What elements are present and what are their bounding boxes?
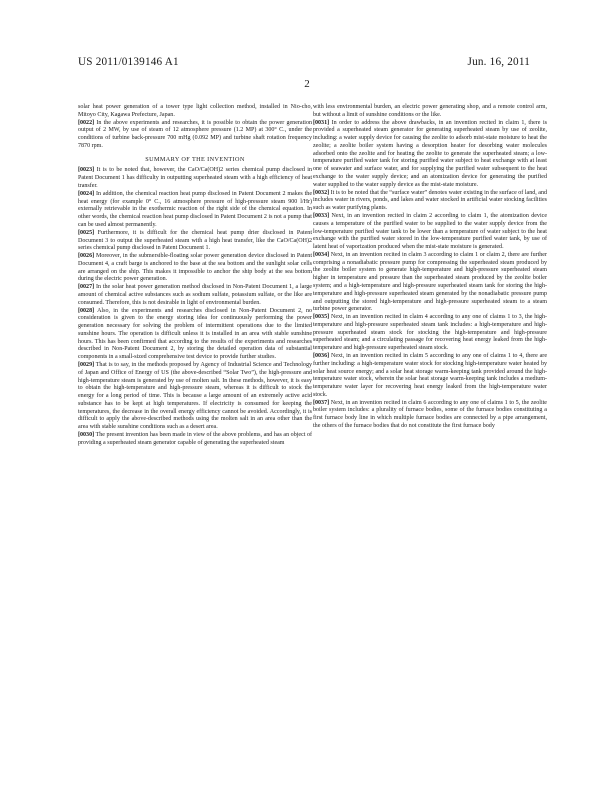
paragraph-text: Also, in the experiments and researches disclosed in Non-Patent Document 2, no consideration is given to the energy storing idea for continuously performing the power generation necessary for solving the problem of intermittent operations due to the limited sunshine hours. The operation is difficult unless it is installed in an area with stable sunshine hours. This has been confirmed that according to the results of the experiments and researches described in Non-Patent Document 2, by storing the detailed operation data of substantial components in a small-sized comprehensive test device to provide further studies. [78, 307, 312, 361]
paragraph-0031 [313, 120, 547, 190]
paragraph-tag: [0034] [313, 251, 330, 258]
paragraph-text: The present invention has been made in view of the above problems, and has an object of providing a superheated steam generator capable of generating the superheated steam [78, 432, 313, 446]
paragraph-tag: [0025] [78, 229, 95, 236]
paragraph-tag: [0028] [78, 307, 95, 314]
paragraph-text: Furthermore, it is difficult for the chemical heat pump drier disclosed in Patent Document 3 to output the superheated steam with a high heat transfer, like the CaO/Ca(OH)2 series chemical pump disclosed in Patent Document 1. [78, 229, 313, 252]
paragraph-text: Next, in an invention recited in claim 3 according to claim 1 or claim 2, there are further comprising a nonadiabatic pressure pump for compressing the superheated steam produced by the zeolite boiler system to generate high-temperature and high-pressure superheated steam higher in temperature and pressure than the superheated steam produced by the zeolite boiler system; and a high-temperature and high-pressure superheated steam tank for storing the high-temperature and high-pressure superheated steam generated by the nonadiabatic pressure pump and outputting the stored high-temperature and high-pressure superheated steam to a steam turbine power generator. [313, 251, 548, 313]
paragraph-tag: [0030] [78, 432, 95, 439]
paragraph-tag: [0032] [313, 189, 330, 196]
publication-date: Jun. 16, 2011 [467, 56, 530, 68]
paragraph-text: In addition, the chemical reaction heat pump disclosed in Patent Document 2 makes the heat energy (for example 0° C., 16 atmosphere pressure of high-pressure steam 900 l/Hr) externally retrievable in the exothermic reaction of the right side of the chemical equation. In other words, the chemical reaction heat pump disclosed in Patent Document 2 is not a pump that can be used almost permanently. [78, 190, 313, 228]
publication-number: US 2011/0139146 A1 [78, 56, 179, 68]
paragraph-text: In order to address the above drawbacks, in an invention recited in claim 1, there is provided a superheated steam generator for generating superheated steam by use of zeolite, including: a water supply device for causing the zeolite to adsorb mist-state moisture to heat the zeolite; a zeolite boiler system having a desorption heater for desorbing water molecules adsorbed onto the zeolite and for heating the zeolite to generate the superheated steam; a low-temperature purified water tank for storing purified water subject to heat exchange with at least one of seawater and surface water, and for supplying the purified water subsequent to the heat exchange to the water supply device; and an atomization device for generating the purified water supplied to the water supply device as the mist-state moisture. [313, 119, 547, 188]
paragraph-tag: [0031] [313, 119, 330, 126]
paragraph-tag: [0029] [78, 362, 95, 368]
paragraph-text: Next, in an invention recited in claim 2 according to claim 1, the atomization device causes a temperature of the purified water to be supplied to the water supply device from the low-temperature purified water tank to be lower than a temperature of water subject to the heat exchange with the purified water stored in the low-temperature purified water tank, by use of latent heat of vaporization produced when the mist-state moisture is generated. [313, 212, 547, 251]
paragraph-tag: [0037] [313, 399, 330, 406]
paragraph-tag: [0027] [78, 284, 95, 291]
paragraph-0026 [78, 253, 312, 284]
paragraph-0030 [78, 432, 312, 448]
paragraph-tag: [0033] [313, 212, 330, 219]
paragraph-0028 [78, 308, 312, 362]
paragraph-intro: with less environmental burden, an electric power generating shop, and a remote control arm, but without a limit of sunshine conditions or the like. [313, 104, 547, 118]
paragraph-text: In the solar heat power generation method disclosed in Non-Patent Document 1, a large amount of chemical active substances such as sodium sulfate, potassium sulfate, or the like are consumed. Therefore, this is not desirable in light of environmental burden. [78, 284, 312, 306]
paragraph-tag: [0024] [78, 190, 95, 197]
paragraph-text: Next, in an invention recited in claim 4 according to any one of claims 1 to 3, the high-temperature and high-pressure superheated steam tank includes: a high-temperature and high-pressure superheated steam stock for stocking the high-temperature and high-pressure superheated steam; and a circulating passage for recovering heat energy leaked from the high-temperature and high-pressure superheated steam stock. [313, 314, 548, 352]
paragraph-tag: [0022] [78, 119, 95, 126]
paragraph-intro: solar heat power generation of a tower type light collection method, installed in Nio-cho, Mitoyo City, Kagawa Prefecture, Japan. [78, 104, 312, 118]
paragraph-0024 [78, 191, 312, 230]
paragraph-tag: [0026] [78, 253, 95, 260]
paragraph-text: It is to be noted that, however, the CaO/Ca(OH)2 series chemical pump disclosed in Patent Document 1 has difficulty in outputting superheated steam with a high efficiency of heat transfer. [78, 167, 312, 190]
paragraph-0033 [313, 213, 547, 252]
paragraph-text: Moreover, in the submersible-floating solar power generation device disclosed in Patent Document 4, a craft barge is anchored to the base at the sea bottom and the sunlight solar cells are arranged on the ship. This makes it impossible to anchor the ship body at the sea bottom during the electric power generation. [78, 253, 312, 283]
paragraph-tag: [0023] [78, 167, 95, 174]
paragraph-text: In the above experiments and researches, it is possible to obtain the power generation output of 2 MW, by use of steam of 12 atmosphere pressure (1.2 MP) at 300° C., under the conditions of turbine back-pressure 700 mHg (0.092 MP) and turbine shaft rotation frequency 7870 rpm. [78, 119, 312, 149]
paragraph-0036 [313, 353, 547, 400]
paragraph-0025 [78, 230, 312, 253]
paragraph-text: It is to be noted that the “surface water” denotes water existing in the surface of land, and includes water in rivers, ponds, and lakes and water stocked in artificial water stocking facilities such as water purifying plants. [313, 189, 548, 212]
paragraph-0035 [313, 314, 547, 353]
paragraph-text: That is to say, in the methods proposed by Agency of Industrial Science and Technology of Japan and Office of Energy of US (the above-described “Solar Two”), the high-pressure and high-temperature steam is generated by use of molten salt. In these methods, however, it is easy to obtain the high-temperature and high-pressure steam, whereas it is difficult to stock the energy for a long period of time. This is because a large amount of an extremely active acid substance has to be kept at high temperatures. If electricity is consumed for keeping the temperatures, the decrease in the overall energy efficiency cannot be avoided. Accordingly, it is difficult to apply the above-described methods using the molten salt in an area other than the area with stable sunshine conditions such as a desert area. [78, 362, 313, 431]
paragraph-0029 [78, 362, 312, 432]
paragraph-tag: [0035] [313, 314, 330, 321]
paragraph-0022 [78, 120, 312, 151]
paragraph-0034 [313, 252, 547, 314]
section-title: SUMMARY OF THE INVENTION [145, 155, 245, 163]
paragraph-text: Next, in an invention recited in claim 6 according to any one of claims 1 to 5, the zeolite boiler system includes: a plurality of furnace bodies, some of the furnace bodies constituting a first furnace body line in which multiple furnace bodies are connected by a pipe arrangement, the others of the furnace bodies that do not constitute the first furnace body [313, 399, 547, 430]
paragraph-0023 [78, 167, 312, 190]
paragraph-0037 [313, 400, 547, 431]
paragraph-0027 [78, 284, 312, 307]
paragraph-tag: [0036] [313, 353, 330, 359]
paragraph-0032 [313, 190, 547, 213]
paragraph-text: Next, in an invention recited in claim 5 according to any one of claims 1 to 4, there are further including: a high-temperature water stock for stocking high-temperature water heated by solar heat source energy; and a solar heat storage warm-keeping tank provided around the high-temperature water stock, wherein the solar heat storage warm-keeping tank includes a medium-temperature water layer for recovering heat energy leaked from the high-temperature water stock. [313, 353, 548, 398]
left-column [78, 104, 312, 448]
right-column [313, 104, 547, 431]
page-number: 2 [304, 78, 310, 90]
